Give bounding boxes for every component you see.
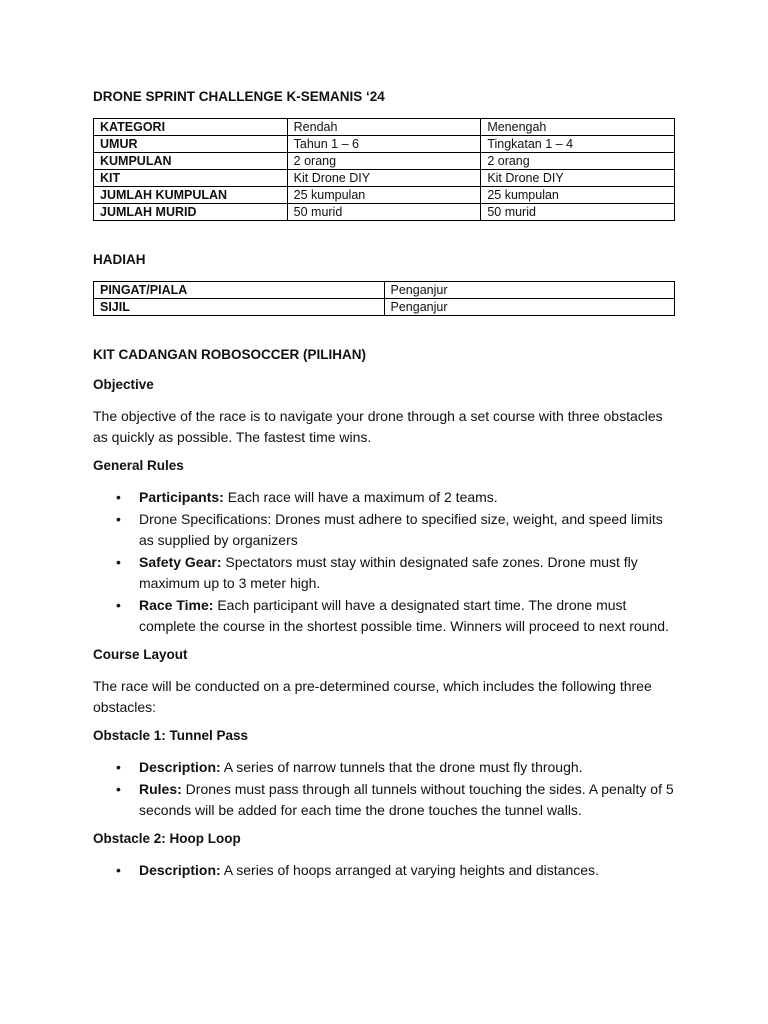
obstacle2-heading: Obstacle 2: Hoop Loop	[93, 831, 241, 846]
table-cell: KIT	[94, 170, 288, 187]
table-cell: 25 kumpulan	[287, 187, 481, 204]
list-item	[139, 779, 675, 821]
obstacle1-list	[93, 757, 675, 821]
general-rules-list	[93, 487, 675, 637]
list-item-label: Race Time:	[139, 597, 214, 613]
list-item	[139, 552, 675, 594]
table-cell: 25 kumpulan	[481, 187, 675, 204]
list-item	[139, 595, 675, 637]
table-row	[94, 204, 675, 221]
list-item-label: Safety Gear:	[139, 554, 222, 570]
list-item	[139, 757, 675, 778]
list-item-label: Description:	[139, 759, 221, 775]
document-title: DRONE SPRINT CHALLENGE K-SEMANIS ‘24	[93, 89, 385, 104]
general-rules-heading: General Rules	[93, 458, 184, 473]
table-cell: KATEGORI	[94, 119, 288, 136]
list-item-label: Rules:	[139, 781, 182, 797]
list-item-label: Description:	[139, 862, 221, 878]
list-item	[139, 487, 675, 508]
list-item-text: Spectators must stay within designated safe zones. Drone must fly maximum up to 3 meter high.	[139, 554, 638, 591]
table-row	[94, 282, 675, 299]
course-layout-heading: Course Layout	[93, 647, 188, 662]
table-cell: UMUR	[94, 136, 288, 153]
list-item-text: Drone Specifications: Drones must adhere to specified size, weight, and speed limits as supplied by organizers	[139, 511, 663, 548]
table-cell: Rendah	[287, 119, 481, 136]
course-layout-text: The race will be conducted on a pre-determined course, which includes the following three obstacles:	[93, 678, 652, 715]
obstacle2-list	[93, 860, 675, 881]
table-cell: SIJIL	[94, 299, 385, 316]
table-cell: 2 orang	[481, 153, 675, 170]
table-cell: JUMLAH MURID	[94, 204, 288, 221]
table-cell: Kit Drone DIY	[287, 170, 481, 187]
table-row	[94, 187, 675, 204]
list-item-text: A series of narrow tunnels that the drone must fly through.	[220, 759, 583, 775]
list-item	[139, 860, 675, 881]
table-row	[94, 170, 675, 187]
table-row	[94, 119, 675, 136]
kategori-table	[93, 118, 675, 221]
table-cell: KUMPULAN	[94, 153, 288, 170]
table-row	[94, 153, 675, 170]
table-cell: JUMLAH KUMPULAN	[94, 187, 288, 204]
objective-heading: Objective	[93, 377, 154, 392]
table-cell: 50 murid	[481, 204, 675, 221]
table-cell: PINGAT/PIALA	[94, 282, 385, 299]
table-row	[94, 299, 675, 316]
table-cell: Menengah	[481, 119, 675, 136]
kit-heading: KIT CADANGAN ROBOSOCCER (PILIHAN)	[93, 347, 366, 362]
table-cell: 50 murid	[287, 204, 481, 221]
table-cell: Penganjur	[384, 282, 675, 299]
list-item-text: Drones must pass through all tunnels without touching the sides. A penalty of 5 seconds will be added for each time the drone touches the tunnel walls.	[139, 781, 674, 818]
document-content	[93, 88, 675, 890]
table-cell: Penganjur	[384, 299, 675, 316]
list-item-text: Each participant will have a designated start time. The drone must complete the course in the shortest possible time. Winners will proceed to next round.	[139, 597, 669, 634]
hadiah-heading: HADIAH	[93, 252, 146, 267]
table-row	[94, 136, 675, 153]
table-cell: Tahun 1 – 6	[287, 136, 481, 153]
table-cell: 2 orang	[287, 153, 481, 170]
list-item-text: A series of hoops arranged at varying heights and distances.	[220, 862, 599, 878]
list-item-text: Each race will have a maximum of 2 teams.	[223, 489, 498, 505]
obstacle1-heading: Obstacle 1: Tunnel Pass	[93, 728, 249, 743]
table-cell: Kit Drone DIY	[481, 170, 675, 187]
table-cell: Tingkatan 1 – 4	[481, 136, 675, 153]
list-item-label: Participants:	[139, 489, 224, 505]
objective-text: The objective of the race is to navigate your drone through a set course with three obstacles as quickly as possible. The fastest time wins.	[93, 408, 663, 445]
hadiah-table	[93, 281, 675, 316]
list-item	[139, 509, 675, 551]
